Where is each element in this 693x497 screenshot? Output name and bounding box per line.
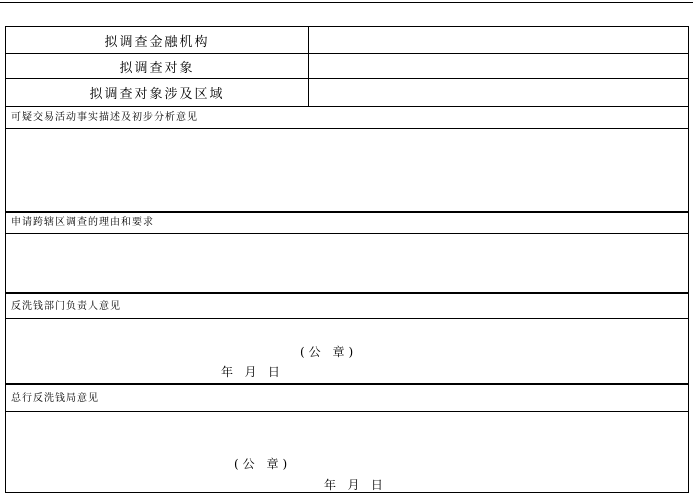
divider: [6, 106, 688, 107]
section-heading-reasons: 申请跨辖区调查的理由和要求: [11, 217, 154, 228]
facts-input-area[interactable]: [6, 129, 688, 211]
column-divider: [308, 27, 309, 106]
reasons-input-area[interactable]: [6, 234, 688, 292]
section-heading-dept-opinion: 反洗钱部门负责人意见: [11, 301, 121, 312]
row-label-subject: 拟调查对象: [119, 60, 195, 76]
official-seal-label: (公 章): [234, 457, 292, 471]
row-value-subject[interactable]: [309, 54, 688, 78]
date-label: 年 月 日: [324, 478, 383, 492]
row-label-region: 拟调查对象涉及区域: [89, 87, 225, 102]
divider: [6, 211, 688, 213]
investigation-request-form: [5, 26, 689, 493]
date-label: 年 月 日: [221, 365, 280, 379]
official-seal-label: (公 章): [300, 345, 358, 359]
row-value-institution[interactable]: [309, 27, 688, 53]
row-label-institution: 拟调查金融机构: [104, 34, 210, 50]
section-heading-facts: 可疑交易活动事实描述及初步分析意见: [11, 112, 198, 123]
page-top-rule: [0, 2, 693, 3]
row-value-region[interactable]: [309, 79, 688, 106]
section-heading-hq-opinion: 总行反洗钱局意见: [11, 393, 99, 404]
divider: [6, 383, 688, 385]
divider: [6, 292, 688, 294]
